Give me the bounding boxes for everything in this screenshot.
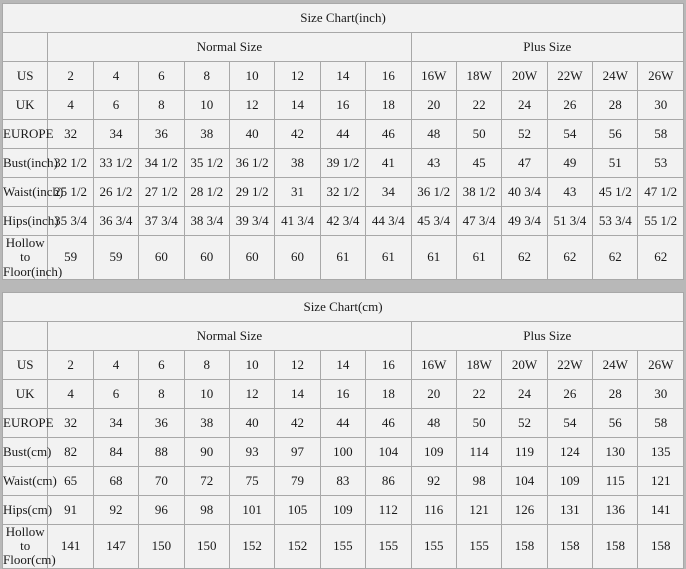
cell: 141 [48,524,93,568]
cell: 45 1/2 [593,178,638,207]
cell: 8 [139,379,184,408]
cell: 53 [638,149,684,178]
cell: 20W [502,62,547,91]
cell: 40 [229,408,274,437]
cell: 158 [593,524,638,568]
cell: 50 [456,120,501,149]
cell: 60 [229,236,274,280]
table-row [3,466,684,495]
size-chart-table-cm [2,292,684,569]
cell: 93 [229,437,274,466]
cell: 36 [139,408,184,437]
cell: 24 [502,379,547,408]
cell: 36 1/2 [229,149,274,178]
cell: 36 [139,120,184,149]
cell: 49 [547,149,592,178]
cell: 135 [638,437,684,466]
cell: 28 [593,91,638,120]
cell: 34 [366,178,411,207]
cell: 88 [139,437,184,466]
cell: 42 [275,120,320,149]
cell: 72 [184,466,229,495]
cell: 24W [593,62,638,91]
cell: 61 [366,236,411,280]
cell: 51 3/4 [547,207,592,236]
cell: 16W [411,62,456,91]
cell: 44 3/4 [366,207,411,236]
row-label: EUROPE [3,408,48,437]
table-row [3,207,684,236]
cell: 61 [411,236,456,280]
cell: 55 1/2 [638,207,684,236]
cell: 2 [48,350,93,379]
cell: 126 [502,495,547,524]
cell: 147 [93,524,138,568]
cell: 40 3/4 [502,178,547,207]
cell: 18 [366,379,411,408]
cell: 38 [275,149,320,178]
cell: 42 [275,408,320,437]
cell: 98 [184,495,229,524]
cell: 155 [456,524,501,568]
cell: 22W [547,350,592,379]
cell: 104 [366,437,411,466]
table-row [3,524,684,568]
cell: 109 [547,466,592,495]
cell: 6 [93,379,138,408]
cell: 32 1/2 [48,149,93,178]
table-row [3,120,684,149]
cell: 41 3/4 [275,207,320,236]
cell: 46 [366,408,411,437]
cell: 38 [184,120,229,149]
cell: 79 [275,466,320,495]
cell: 12 [229,379,274,408]
cell: 52 [502,120,547,149]
cell: 62 [547,236,592,280]
cell: 68 [93,466,138,495]
cell: 101 [229,495,274,524]
cell: 26 1/2 [93,178,138,207]
cell: 25 1/2 [48,178,93,207]
cell: 116 [411,495,456,524]
cell: 26W [638,62,684,91]
cell: 50 [456,408,501,437]
cell: 36 1/2 [411,178,456,207]
group-header-plus: Plus Size [411,321,683,350]
cell: 62 [502,236,547,280]
cell: 124 [547,437,592,466]
cell: 4 [93,62,138,91]
row-label: Waist(inch) [3,178,48,207]
cell: 90 [184,437,229,466]
cell: 61 [456,236,501,280]
cell: 26 [547,379,592,408]
row-label: Bust(cm) [3,437,48,466]
cell: 105 [275,495,320,524]
cell: 30 [638,91,684,120]
cell: 98 [456,466,501,495]
cell: 34 [93,120,138,149]
cell: 34 [93,408,138,437]
cell: 6 [139,62,184,91]
cell: 18 [366,91,411,120]
cell: 8 [184,62,229,91]
cell: 16W [411,350,456,379]
cell: 155 [366,524,411,568]
table-row [3,91,684,120]
cell: 158 [502,524,547,568]
cell: 158 [547,524,592,568]
cell: 28 [593,379,638,408]
cell: 29 1/2 [229,178,274,207]
size-chart-cm [0,289,686,569]
cell: 8 [139,91,184,120]
cell: 52 [502,408,547,437]
cell: 53 3/4 [593,207,638,236]
cell: 86 [366,466,411,495]
cell: 109 [320,495,365,524]
row-label: Bust(inch) [3,149,48,178]
cell: 59 [48,236,93,280]
cell: 119 [502,437,547,466]
table-row [3,350,684,379]
cell: 35 3/4 [48,207,93,236]
chart-divider [0,280,686,289]
cell: 10 [184,379,229,408]
cell: 54 [547,408,592,437]
cell: 54 [547,120,592,149]
cell: 131 [547,495,592,524]
cell: 45 [456,149,501,178]
cell: 65 [48,466,93,495]
cell: 43 [547,178,592,207]
cell: 42 3/4 [320,207,365,236]
table-row [3,495,684,524]
cell: 60 [275,236,320,280]
cell: 44 [320,408,365,437]
cell: 37 3/4 [139,207,184,236]
size-chart-table-inch [2,3,684,280]
cell: 41 [366,149,411,178]
cell: 38 1/2 [456,178,501,207]
table-body [3,292,684,568]
cell: 43 [411,149,456,178]
cell: 16 [320,91,365,120]
cell: 152 [229,524,274,568]
cell: 56 [593,120,638,149]
cell: 38 3/4 [184,207,229,236]
table-row [3,437,684,466]
cell: 155 [411,524,456,568]
cell: 10 [229,350,274,379]
table-row [3,149,684,178]
cell: 22 [456,379,501,408]
cell: 10 [229,62,274,91]
cell: 112 [366,495,411,524]
cell: 26W [638,350,684,379]
cell: 91 [48,495,93,524]
row-label: US [3,62,48,91]
group-header-row [3,321,684,350]
cell: 44 [320,120,365,149]
cell: 12 [275,350,320,379]
cell: 18W [456,350,501,379]
cell: 6 [93,91,138,120]
cell: 75 [229,466,274,495]
cell: 84 [93,437,138,466]
cell: 38 [184,408,229,437]
row-label: EUROPE [3,120,48,149]
cell: 2 [48,62,93,91]
cell: 92 [411,466,456,495]
cell: 46 [366,120,411,149]
cell: 10 [184,91,229,120]
cell: 97 [275,437,320,466]
cell: 20 [411,91,456,120]
group-header-normal: Normal Size [48,321,411,350]
cell: 4 [48,91,93,120]
cell: 150 [139,524,184,568]
cell: 114 [456,437,501,466]
cell: 121 [638,466,684,495]
cell: 104 [502,466,547,495]
cell: 45 3/4 [411,207,456,236]
cell: 39 3/4 [229,207,274,236]
table-row [3,236,684,280]
cell: 58 [638,120,684,149]
cell: 30 [638,379,684,408]
cell: 100 [320,437,365,466]
cell: 39 1/2 [320,149,365,178]
cell: 22W [547,62,592,91]
cell: 59 [93,236,138,280]
cell: 130 [593,437,638,466]
cell: 158 [638,524,684,568]
cell: 16 [366,62,411,91]
cell: 32 [48,408,93,437]
cell: 34 1/2 [139,149,184,178]
cell: 115 [593,466,638,495]
cell: 62 [593,236,638,280]
cell: 136 [593,495,638,524]
corner-cell [3,33,48,62]
cell: 60 [139,236,184,280]
cell: 141 [638,495,684,524]
cell: 20 [411,379,456,408]
table-body [3,4,684,280]
cell: 92 [93,495,138,524]
row-label: Hollow to Floor(cm) [3,523,56,568]
cell: 14 [320,62,365,91]
group-header-row [3,33,684,62]
row-label: Hips(cm) [3,495,48,524]
cell: 12 [275,62,320,91]
cell: 20W [502,350,547,379]
corner-cell [3,321,48,350]
cell: 48 [411,408,456,437]
cell: 8 [184,350,229,379]
row-label: Hips(inch) [3,207,48,236]
cell: 70 [139,466,184,495]
cell: 35 1/2 [184,149,229,178]
cell: 109 [411,437,456,466]
cell: 121 [456,495,501,524]
cell: 47 1/2 [638,178,684,207]
cell: 152 [275,524,320,568]
cell: 82 [48,437,93,466]
cell: 32 1/2 [320,178,365,207]
cell: 14 [275,379,320,408]
cell: 40 [229,120,274,149]
row-label: Hollow to Floor(inch) [3,235,63,279]
cell: 150 [184,524,229,568]
cell: 28 1/2 [184,178,229,207]
title-row [3,4,684,33]
group-header-normal: Normal Size [48,33,411,62]
cell: 22 [456,91,501,120]
cell: 58 [638,408,684,437]
cell: 18W [456,62,501,91]
cell: 47 3/4 [456,207,501,236]
cell: 12 [229,91,274,120]
cell: 155 [320,524,365,568]
cell: 4 [48,379,93,408]
row-label: US [3,350,48,379]
cell: 16 [320,379,365,408]
cell: 24 [502,91,547,120]
cell: 33 1/2 [93,149,138,178]
cell: 24W [593,350,638,379]
table-row [3,379,684,408]
row-label: UK [3,91,48,120]
size-chart-inch [0,0,686,280]
group-header-plus: Plus Size [411,33,683,62]
cell: 26 [547,91,592,120]
cell: 14 [320,350,365,379]
row-label: Waist(cm) [3,466,48,495]
cell: 62 [638,236,684,280]
cell: 36 3/4 [93,207,138,236]
cell: 51 [593,149,638,178]
table-row [3,62,684,91]
chart-title: Size Chart(cm) [3,292,684,321]
cell: 32 [48,120,93,149]
table-row [3,178,684,207]
table-row [3,408,684,437]
cell: 49 3/4 [502,207,547,236]
cell: 48 [411,120,456,149]
cell: 47 [502,149,547,178]
cell: 4 [93,350,138,379]
cell: 27 1/2 [139,178,184,207]
cell: 60 [184,236,229,280]
cell: 83 [320,466,365,495]
cell: 6 [139,350,184,379]
cell: 31 [275,178,320,207]
cell: 14 [275,91,320,120]
cell: 61 [320,236,365,280]
row-label: UK [3,379,48,408]
cell: 96 [139,495,184,524]
cell: 16 [366,350,411,379]
chart-title: Size Chart(inch) [3,4,684,33]
cell: 56 [593,408,638,437]
title-row [3,292,684,321]
